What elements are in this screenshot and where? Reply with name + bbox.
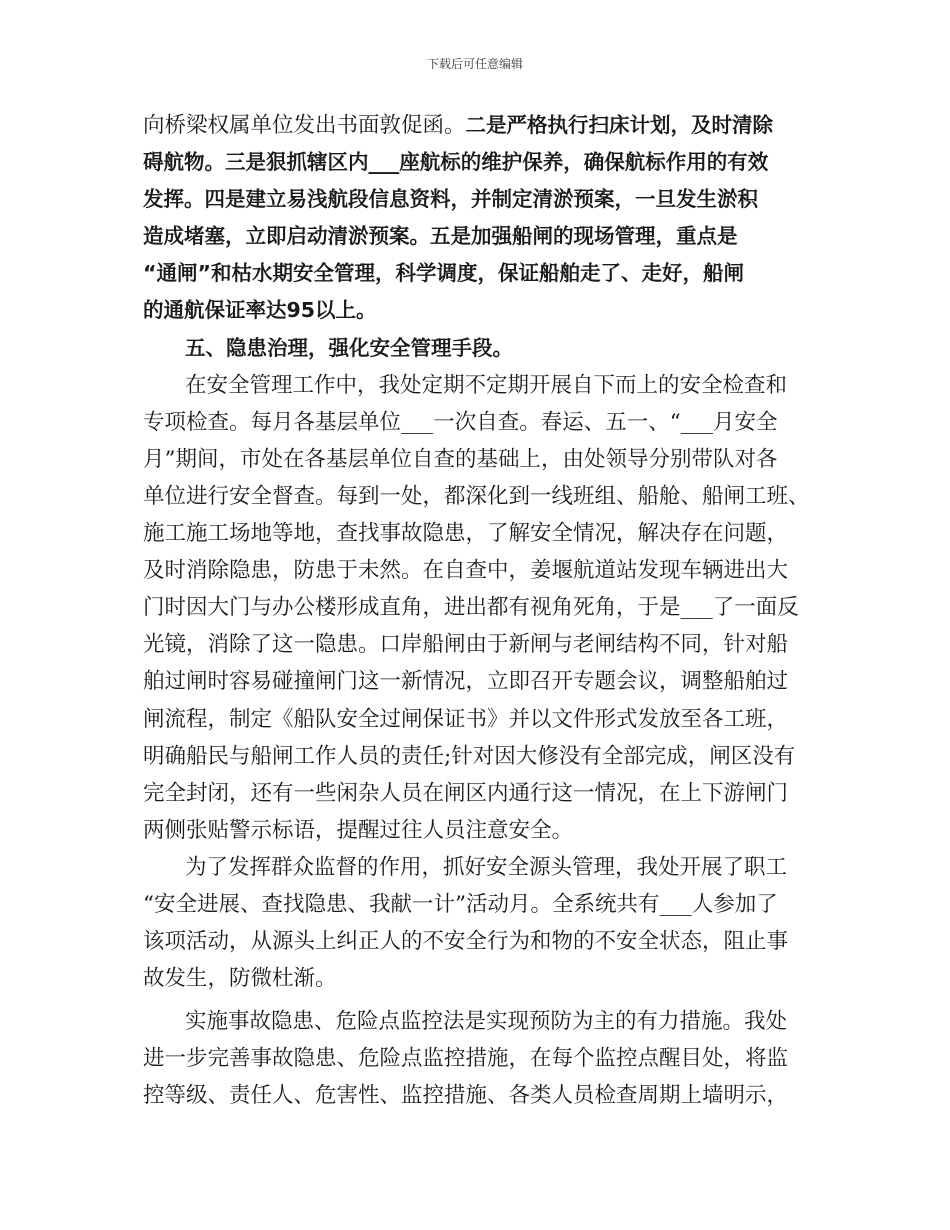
text-line: 月”期间，市处在各基层单位自查的基础上，由处领导分别带队对各	[143, 446, 778, 472]
text-line: 两侧张贴警示标语，提醒过往人员注意安全。	[143, 817, 574, 843]
text-line: 舶过闸时容易碰撞闸门这一新情况，立即召开专题会议，调整船舶过	[143, 669, 789, 695]
text-line: 控等级、责任人、危害性、监控措施、各类人员检查周期上墙明示，	[143, 1083, 789, 1109]
text-line: 单位进行安全督查。每到一处，都深化到一线班组、船舱、船闸工班、	[143, 483, 810, 509]
text-line: “安全进展、查找隐患、我献一计”活动月。全系统共有___人参加了	[143, 891, 778, 917]
text-line: 发挥。四是建立易浅航段信息资料，并制定清淤预案，一旦发生淤积	[143, 187, 758, 212]
text-line: 的通航保证率达95以上。	[143, 298, 377, 323]
text-line: 碍航物。三是狠抓辖区内___座航标的维护保养，确保航标作用的有效	[143, 150, 769, 175]
text-line: 进一步完善事故隐患、危险点监控措施，在每个监控点醒目处，将监	[143, 1046, 789, 1072]
text-line: 闸流程，制定《船队安全过闸保证书》并以文件形式发放至各工班，	[143, 706, 789, 732]
text-segment-bold: 二是严格执行扫床计划，及时清除	[465, 113, 774, 137]
text-line: 光镜，消除了这一隐患。口岸船闸由于新闸与老闸结构不同，针对船	[143, 632, 789, 658]
text-line: 造成堵塞，立即启动清淤预案。五是加强船闸的现场管理，重点是	[143, 224, 738, 249]
paragraph-start: 实施事故隐患、危险点监控法是实现预防为主的有力措施。我处	[185, 1009, 788, 1035]
paragraph-start: 为了发挥群众监督的作用，抓好安全源头管理，我处开展了职工	[185, 854, 788, 880]
paragraph-start: 在安全管理工作中，我处定期不定期开展自下而上的安全检查和	[185, 372, 788, 398]
page-header: 下载后可任意编辑	[426, 57, 523, 71]
text-line: 明确船民与船闸工作人员的责任;针对因大修没有全部完成，闸区没有	[143, 743, 796, 769]
section-heading: 五、隐患治理，强化安全管理手段。	[185, 335, 513, 360]
document-body	[143, 107, 813, 1115]
text-line: 及时消除隐患，防患于未然。在自查中，姜堰航道站发现车辆进出大	[143, 558, 789, 584]
text-line: 完全封闭，还有一些闲杂人员在闸区内通行这一情况，在上下游闸门	[143, 780, 789, 806]
text-line: 故发生，防微杜渐。	[143, 966, 337, 992]
text-segment: 向桥梁权属单位发出书面敦促函。	[143, 113, 466, 138]
text-line: 施工施工场地等地，查找事故隐患，了解安全情况，解决存在问题，	[143, 521, 789, 547]
text-line: 该项活动，从源头上纠正人的不安全行为和物的不安全状态，阻止事	[143, 929, 789, 955]
text-line: 专项检查。每月各基层单位___一次自查。春运、五一、“___月安全	[143, 409, 778, 435]
text-line: 门时因大门与办公楼形成直角，进出都有视角死角，于是___了一面反	[143, 595, 799, 621]
text-line	[143, 107, 813, 144]
text-line: “通闸”和枯水期安全管理，科学调度，保证船舶走了、走好，船闸	[143, 261, 744, 286]
